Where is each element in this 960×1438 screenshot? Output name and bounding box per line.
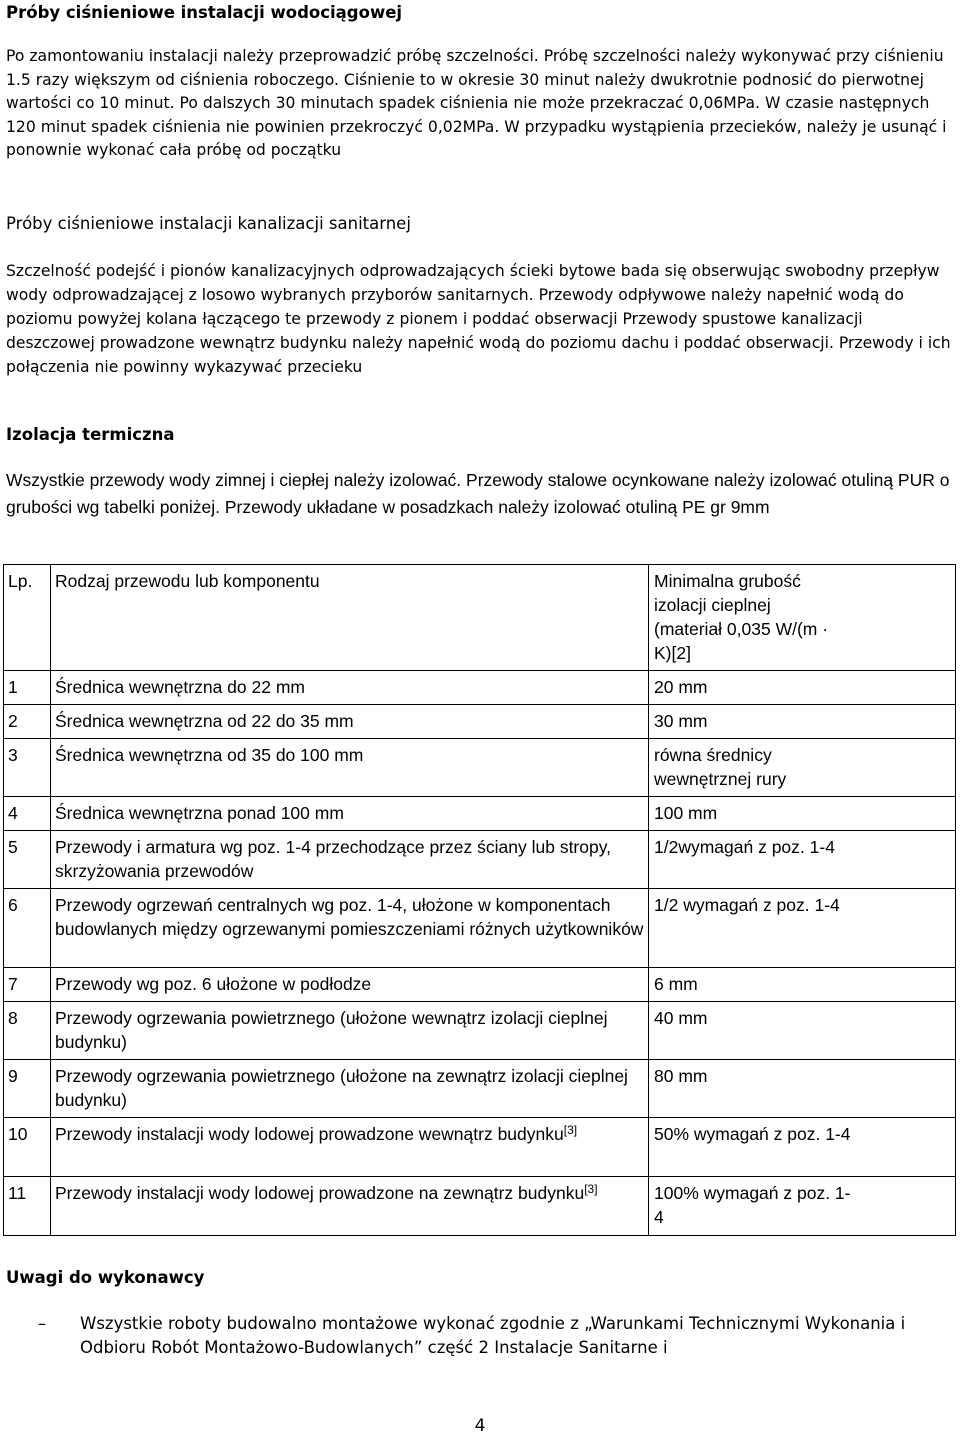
table-row: [4, 739, 956, 797]
list-item: Wszystkie roboty budowalno montażowe wykonać zgodnie z „Warunkami Technicznymi Wykonania i Odbioru Robót Montażowo-Budowlanych” część 2 Instalacje Sanitarne i: [80, 1314, 906, 1357]
row-description: [51, 797, 649, 831]
row-description: [51, 671, 649, 705]
header-type: Rodzaj przewodu lub komponentu: [51, 565, 649, 671]
water-test-paragraph: Po zamontowaniu instalacji należy przeprowadzić próbę szczelności. Próbę szczelności należy wykonywać przy ciśnieniu 1.5 razy większym od ciśnienia roboczego. Ciśnienie to w okresie 30 minut należy dwukrotnie podnosić do pierwotnej wartości co 10 minut. Po dalszych 30 minutach spadek ciśnienia nie może przekraczać 0,06MPa. W czasie następnych 120 minut spadek ciśnienia nie powinien przekroczyć 0,02MPa. W przypadku wystąpienia przecieków, należy je usunąć i ponownie wykonać cała próbę od początku: [6, 47, 947, 159]
footnote-reference: [3]: [584, 1182, 598, 1196]
row-min-thickness-text: równa średnicy wewnętrznej rury: [654, 745, 787, 789]
row-description-text: Przewody ogrzewań centralnych wg poz. 1-4, ułożone w komponentach budowlanych między ogrzewanymi pomieszczeniami różnych użytkowników: [55, 895, 644, 939]
row-min-thickness-text: 40 mm: [654, 1008, 708, 1028]
row-description-text: Przewody wg poz. 6 ułożone w podłodze: [55, 974, 372, 994]
table-row: [4, 705, 956, 739]
row-lp: 10: [4, 1118, 51, 1177]
table-row: [4, 1060, 956, 1118]
table-row: [4, 1002, 956, 1060]
row-min-thickness: [649, 1060, 956, 1118]
insulation-paragraph: Wszystkie przewody wody zimnej i ciepłej należy izolować. Przewody stalowe ocynkowane należy izolować otuliną PUR o grubości wg tabelki poniżej. Przewody układane w posadzkach należy izolować otuliną PE gr 9mm: [6, 470, 950, 517]
header-min-thickness: [649, 565, 956, 671]
table-row: [4, 1118, 956, 1177]
insulation-thickness-table: [3, 564, 956, 1236]
row-min-thickness-text: 50% wymagań z poz. 1-4: [654, 1124, 851, 1144]
row-description-text: Przewody ogrzewania powietrznego (ułożone na zewnątrz izolacji cieplnej budynku): [55, 1066, 628, 1110]
row-lp: 11: [4, 1177, 51, 1236]
row-description: [51, 705, 649, 739]
list-bullet: –: [38, 1314, 47, 1333]
insulation-heading: Izolacja termiczna: [6, 425, 175, 444]
row-lp: 8: [4, 1002, 51, 1060]
row-min-thickness-text: 20 mm: [654, 677, 708, 697]
water-test-heading: Próby ciśnieniowe instalacji wodociągowej: [6, 3, 403, 22]
row-min-thickness: [649, 797, 956, 831]
sewage-test-heading: Próby ciśnieniowe instalacji kanalizacji sanitarnej: [6, 214, 411, 233]
row-min-thickness: [649, 705, 956, 739]
contractor-notes-heading: Uwagi do wykonawcy: [6, 1268, 205, 1287]
row-min-thickness: [649, 968, 956, 1002]
row-lp: 1: [4, 671, 51, 705]
row-min-thickness-text: 1/2 wymagań z poz. 1-4: [654, 895, 840, 915]
row-description-text: Średnica wewnętrzna od 35 do 100 mm: [55, 745, 364, 765]
row-min-thickness-text: 6 mm: [654, 974, 698, 994]
table-row: [4, 889, 956, 968]
row-description-text: Przewody i armatura wg poz. 1-4 przechodzące przez ściany lub stropy, skrzyżowania przewodów: [55, 837, 612, 881]
row-description: [51, 1177, 649, 1236]
row-min-thickness: [649, 1177, 956, 1236]
row-min-thickness-text: 1/2wymagań z poz. 1-4: [654, 837, 835, 857]
row-description: [51, 831, 649, 889]
row-description: [51, 889, 649, 968]
row-min-thickness: [649, 739, 956, 797]
row-lp: 7: [4, 968, 51, 1002]
footnote-reference: [3]: [563, 1123, 578, 1137]
row-min-thickness: [649, 831, 956, 889]
row-lp: 6: [4, 889, 51, 968]
row-lp: 2: [4, 705, 51, 739]
row-description: [51, 1060, 649, 1118]
row-lp: 3: [4, 739, 51, 797]
row-min-thickness-text: 30 mm: [654, 711, 708, 731]
row-min-thickness: [649, 889, 956, 968]
row-lp: 4: [4, 797, 51, 831]
row-description: [51, 968, 649, 1002]
row-description: [51, 1002, 649, 1060]
header-min-thickness-text: Minimalna grubość izolacji cieplnej (materiał 0,035 W/(m · K)[2]: [654, 571, 829, 663]
row-lp: 5: [4, 831, 51, 889]
row-min-thickness-text: 100% wymagań z poz. 1-4: [654, 1183, 851, 1227]
row-lp: 9: [4, 1060, 51, 1118]
row-min-thickness: [649, 671, 956, 705]
row-description-text: Średnica wewnętrzna ponad 100 mm: [55, 803, 344, 823]
table-row: [4, 968, 956, 1002]
row-description: [51, 739, 649, 797]
row-description-text: Średnica wewnętrzna od 22 do 35 mm: [55, 711, 354, 731]
table-header-row: [4, 565, 956, 671]
row-description: [51, 1118, 649, 1177]
table-row: [4, 671, 956, 705]
row-description-text: Przewody instalacji wody lodowej prowadzone wewnątrz budynku: [55, 1124, 564, 1144]
table-row: [4, 1177, 956, 1236]
row-min-thickness: [649, 1118, 956, 1177]
table-row: [4, 831, 956, 889]
table-row: [4, 797, 956, 831]
sewage-test-paragraph: Szczelność podejść i pionów kanalizacyjnych odprowadzających ścieki bytowe bada się obserwując swobodny przepływ wody odprowadzającej z losowo wybranych przyborów sanitarnych. Przewody odpływowe należy napełnić wodą do poziomu powyżej kolana łączącego te przewody z pionem i poddać obserwacji Przewody spustowe kanalizacji deszczowej prowadzone wewnątrz budynku należy napełnić wodą do poziomu dachu i poddać obserwacji. Przewody i ich połączenia nie powinny wykazywać przecieku: [6, 262, 951, 376]
row-description-text: Średnica wewnętrzna do 22 mm: [55, 677, 305, 697]
row-min-thickness: [649, 1002, 956, 1060]
row-min-thickness-text: 80 mm: [654, 1066, 708, 1086]
row-min-thickness-text: 100 mm: [654, 803, 718, 823]
table-body: [4, 565, 956, 1236]
row-description-text: Przewody instalacji wody lodowej prowadzone na zewnątrz budynku: [55, 1183, 585, 1203]
row-description-text: Przewody ogrzewania powietrznego (ułożone wewnątrz izolacji cieplnej budynku): [55, 1008, 608, 1052]
header-lp: Lp.: [4, 565, 51, 671]
page-number: 4: [474, 1416, 486, 1436]
